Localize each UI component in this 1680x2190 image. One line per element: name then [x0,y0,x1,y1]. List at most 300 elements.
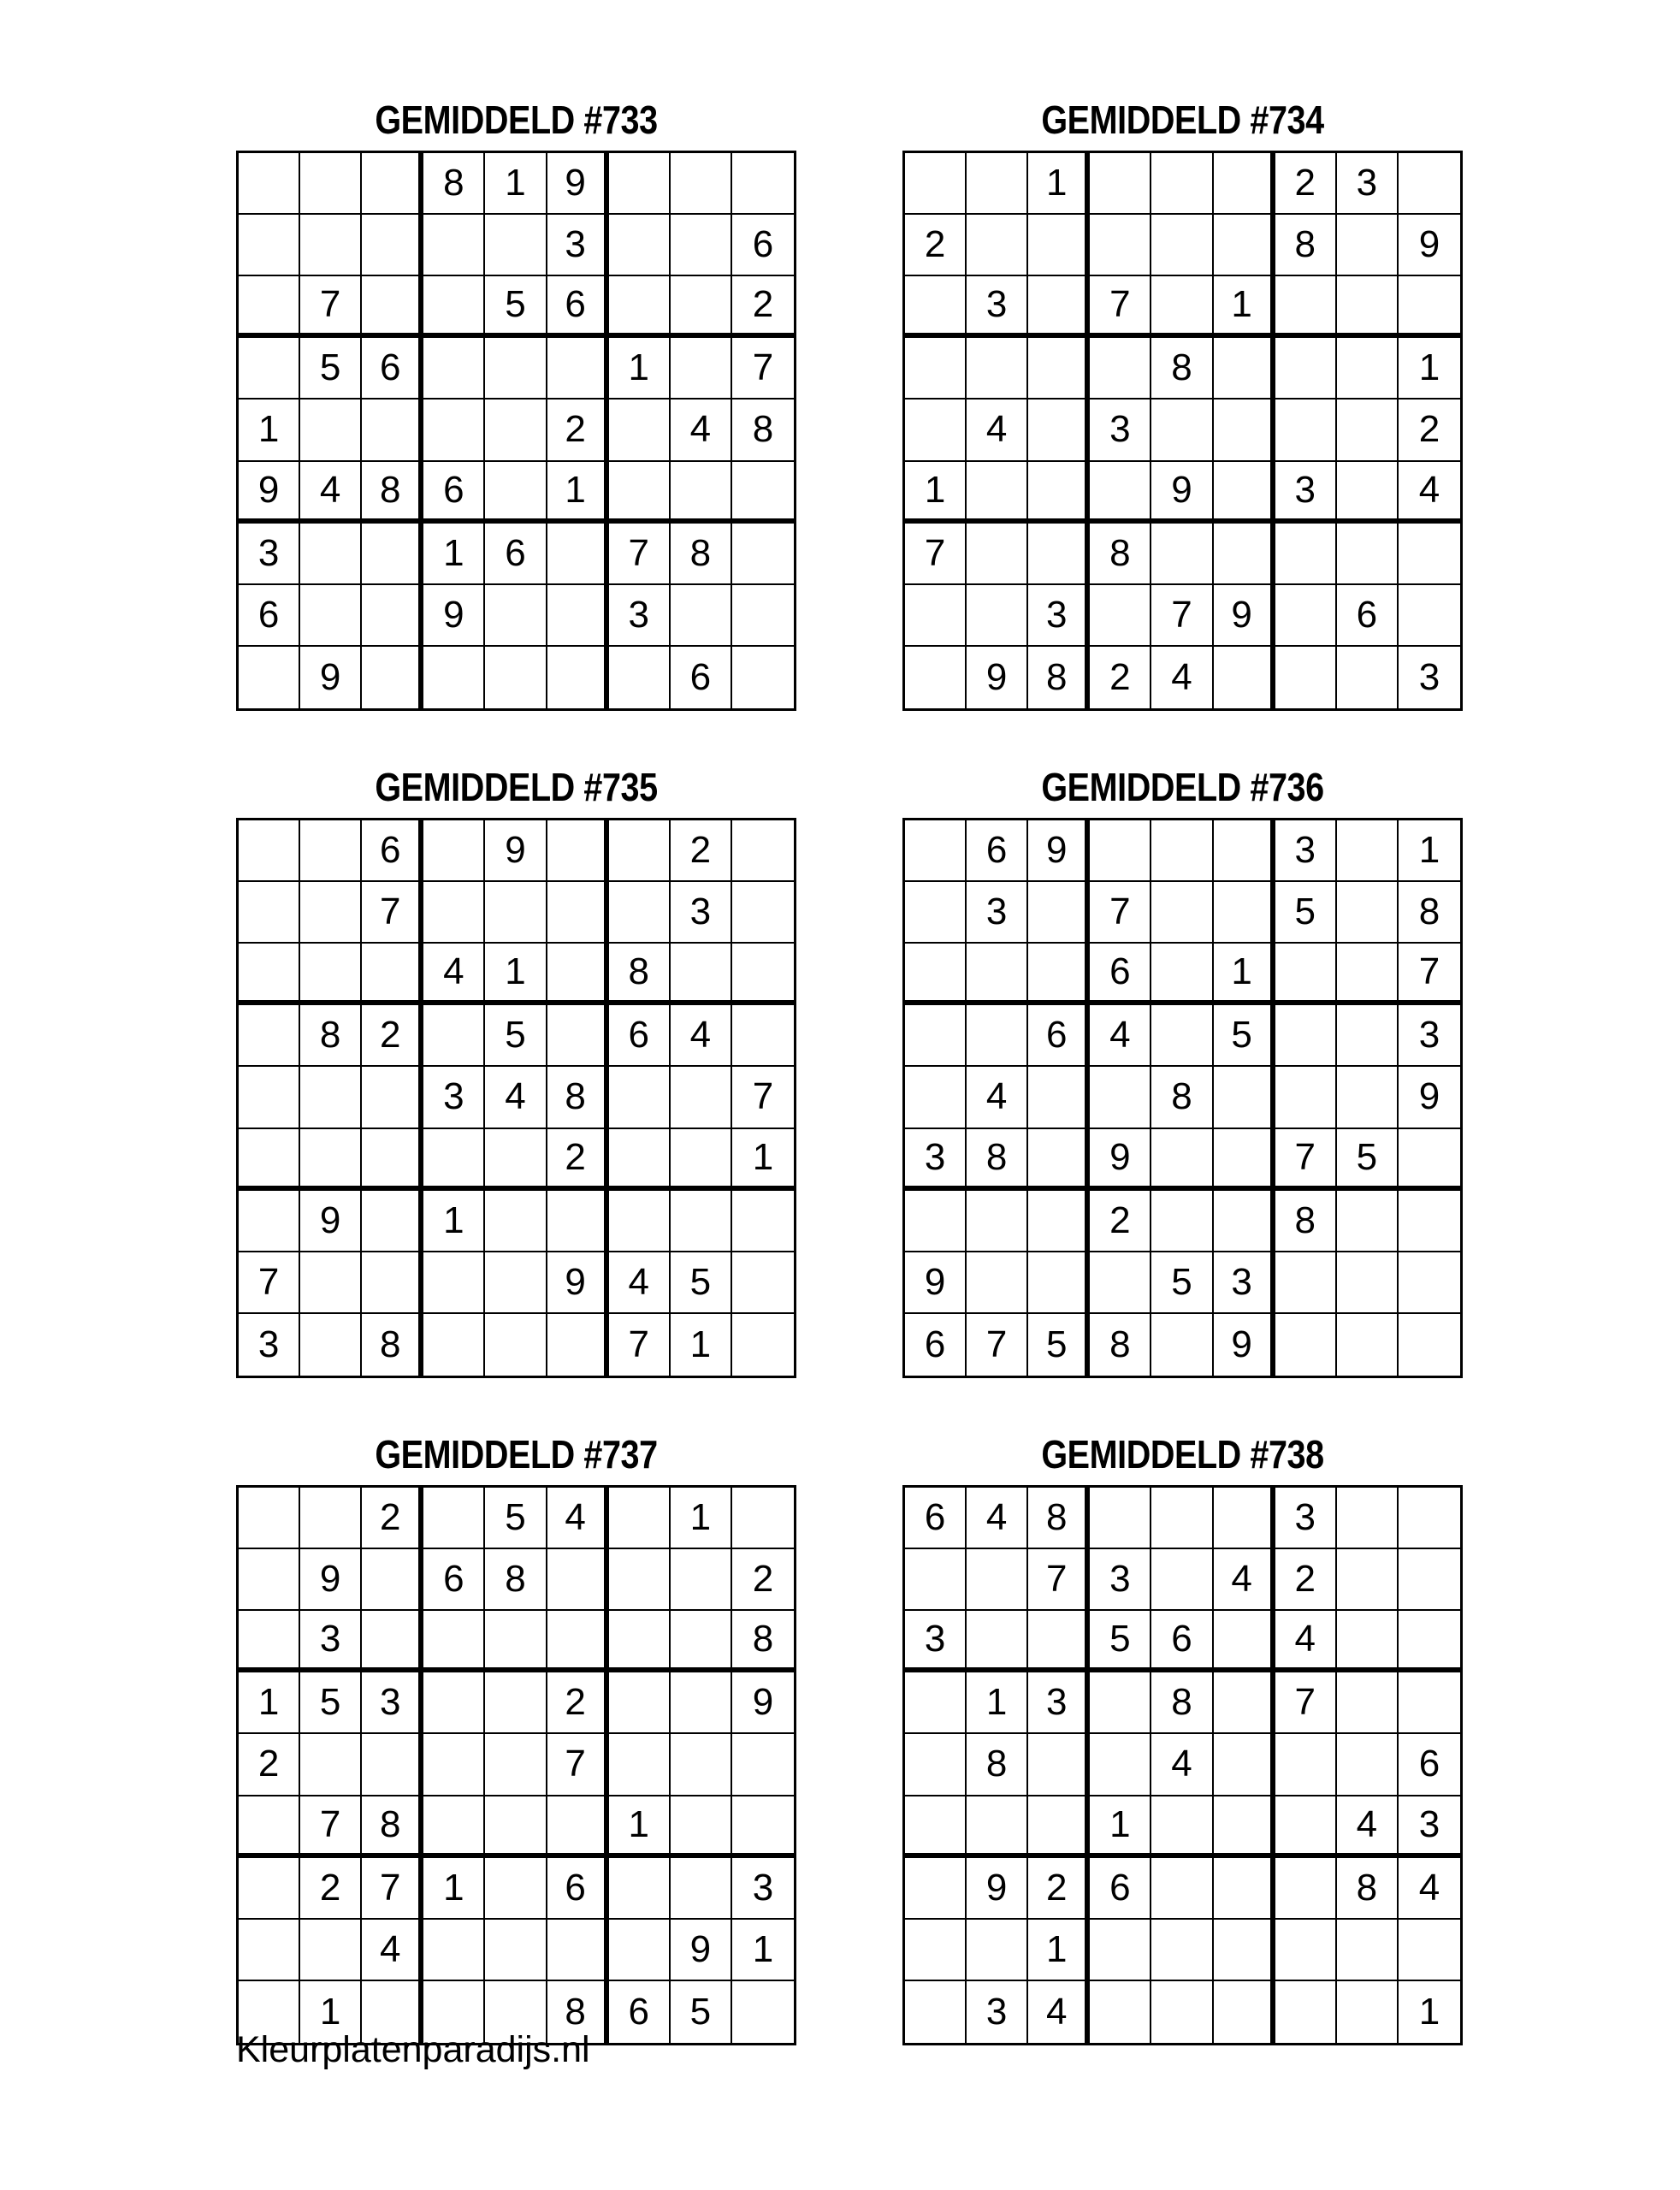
sudoku-cell [732,647,794,708]
sudoku-cell: 5 [1090,1611,1151,1672]
sudoku-cell: 7 [547,1734,609,1796]
sudoku-cell [1275,1067,1337,1128]
sudoku-cell [905,1920,967,1981]
sudoku-cell [485,1252,547,1314]
sudoku-cell [485,338,547,400]
sudoku-cell: 9 [547,1252,609,1314]
sudoku-cell [300,1734,362,1796]
sudoku-cell [1275,1796,1337,1858]
sudoku-cell: 8 [1028,647,1090,708]
sudoku-cell [485,647,547,708]
sudoku-cell [1275,1252,1337,1314]
sudoku-cell [1337,1191,1399,1252]
sudoku-cell [485,1191,547,1252]
sudoku-cell: 1 [1418,1990,1440,2033]
sudoku-cell: 8 [547,1067,609,1128]
sudoku-cell: 2 [732,276,794,338]
sudoku-cell [1214,153,1275,215]
sudoku-cell [732,1488,794,1549]
sudoku-cell [300,1252,362,1314]
sudoku-cell [1151,215,1213,276]
sudoku-cell [671,153,732,215]
sudoku-cell [1028,400,1090,461]
sudoku-cell [1399,1129,1460,1191]
sudoku-cell: 3 [239,524,300,585]
sudoku-cell [423,400,485,461]
sudoku-cell [239,647,300,708]
sudoku-cell: 1 [239,400,300,461]
sudoku-cell [1214,1067,1275,1128]
sudoku-cell: 4 [423,944,485,1005]
sudoku-cell: 7 [362,1858,423,1920]
sudoku-cell [239,1488,300,1549]
sudoku-cell [1028,462,1090,524]
sudoku-cell: 5 [1151,1252,1213,1314]
sudoku-cell [1275,1005,1337,1067]
sudoku-cell: 4 [1337,1796,1399,1858]
sudoku-cell [423,1796,485,1858]
sudoku-cell: 9 [300,1191,362,1252]
sudoku-cell: 2 [732,1549,794,1611]
sudoku-cell [609,1858,671,1920]
sudoku-cell [967,585,1028,647]
sudoku-cell [1214,1920,1275,1981]
sudoku-grid [236,151,796,711]
sudoku-cell: 2 [1090,1191,1151,1252]
sudoku-cell: 7 [362,882,423,944]
sudoku-cell: 1 [905,462,967,524]
sudoku-cell [905,153,967,215]
sudoku-cell [1399,1920,1460,1981]
sudoku-cell [1337,647,1399,708]
sudoku-cell: 9 [671,1920,732,1981]
sudoku-cell [609,153,671,215]
sudoku-cell [1214,647,1275,708]
sudoku-cell: 4 [1151,1734,1213,1796]
sudoku-cell: 3 [1418,655,1440,698]
sudoku-cell: 6 [609,1005,671,1067]
sudoku-cell [1028,1796,1090,1858]
sudoku-cell [362,400,423,461]
sudoku-cell [362,1067,423,1128]
sudoku-cell [423,1314,485,1376]
sudoku-cell: 3 [967,1981,1028,2043]
sudoku-cell [732,462,794,524]
sudoku-cell [1275,585,1337,647]
sudoku-cell: 5 [671,1981,732,2043]
sudoku-cell [905,1005,967,1067]
sudoku-grid [902,151,1463,711]
sudoku-cell [485,1920,547,1981]
sudoku-cell: 2 [1399,400,1460,461]
sudoku-cell: 4 [300,462,362,524]
sudoku-cell: 7 [1090,276,1151,338]
sudoku-cell [1151,944,1213,1005]
sudoku-cell [1151,1981,1213,2043]
sudoku-cell [1275,1734,1337,1796]
sudoku-cell [1090,1672,1151,1734]
sudoku-cell: 7 [905,524,967,585]
sudoku-cell: 2 [362,1488,423,1549]
sudoku-cell [239,1920,300,1981]
sudoku-cell [905,944,967,1005]
sudoku-cell [1151,1796,1213,1858]
sudoku-cell [423,882,485,944]
sudoku-cell: 6 [239,585,300,647]
sudoku-cell: 8 [671,524,732,585]
sudoku-cell: 6 [967,820,1028,882]
sudoku-cell [547,1611,609,1672]
puzzle-title: GEMIDDELD #734 [1041,98,1324,142]
sudoku-cell: 4 [1090,1005,1151,1067]
sudoku-cell: 4 [1399,1858,1460,1920]
sudoku-cell: 6 [547,1858,609,1920]
sudoku-cell [1028,944,1090,1005]
sudoku-cell: 8 [732,400,794,461]
sudoku-cell: 8 [967,1129,1028,1191]
sudoku-cell [967,153,1028,215]
sudoku-cell [1151,1549,1213,1611]
sudoku-cell: 2 [547,1672,609,1734]
sudoku-cell: 6 [423,1549,485,1611]
sudoku-cell [1151,1005,1213,1067]
sudoku-cell [1214,338,1275,400]
sudoku-cell: 8 [1275,1191,1337,1252]
sudoku-cell [671,215,732,276]
sudoku-grid [236,1485,796,2045]
sudoku-cell [609,1067,671,1128]
sudoku-cell [732,1191,794,1252]
sudoku-cell [239,215,300,276]
sudoku-cell: 4 [1214,1549,1275,1611]
sudoku-cell [300,153,362,215]
sudoku-cell [300,524,362,585]
sudoku-cell [671,462,732,524]
sudoku-cell [905,1549,967,1611]
sudoku-cell: 9 [732,1672,794,1734]
sudoku-cell [485,400,547,461]
sudoku-cell: 6 [1028,1005,1090,1067]
sudoku-cell: 6 [485,524,547,585]
sudoku-cell [547,1920,609,1981]
sudoku-cell: 3 [362,1672,423,1734]
sudoku-cell [1399,276,1460,338]
sudoku-cell: 8 [1028,1488,1090,1549]
sudoku-cell: 9 [967,647,1028,708]
sudoku-cell [1028,1129,1090,1191]
sudoku-cell [239,1858,300,1920]
sudoku-cell [1399,524,1460,585]
sudoku-cell [905,882,967,944]
sudoku-cell [1275,1920,1337,1981]
sudoku-cell [362,1191,423,1252]
sudoku-cell [423,338,485,400]
sudoku-cell [300,1920,362,1981]
sudoku-cell [905,1672,967,1734]
sudoku-cell [1337,820,1399,882]
sudoku-cell: 9 [300,1549,362,1611]
sudoku-cell [1090,1920,1151,1981]
sudoku-cell [1337,1549,1399,1611]
sudoku-cell: 9 [423,585,485,647]
sudoku-cell [967,1191,1028,1252]
sudoku-cell [1214,820,1275,882]
sudoku-cell [1028,338,1090,400]
sudoku-cell [547,1314,609,1376]
sudoku-cell [609,1734,671,1796]
sudoku-cell: 5 [485,1488,547,1549]
sudoku-cell: 3 [1090,400,1151,461]
sudoku-cell: 8 [1399,882,1460,944]
sudoku-cell: 4 [671,1005,732,1067]
sudoku-cell [547,1796,609,1858]
sudoku-cell: 9 [967,1858,1028,1920]
sudoku-cell [547,1191,609,1252]
sudoku-cell [1214,1981,1275,2043]
sudoku-cell: 3 [1399,1005,1460,1067]
sudoku-cell: 1 [671,1314,732,1376]
sudoku-cell [547,1549,609,1611]
sudoku-cell [485,462,547,524]
sudoku-cell [967,338,1028,400]
sudoku-cell [905,1858,967,1920]
sudoku-cell [1337,1005,1399,1067]
puzzle-title: GEMIDDELD #738 [1041,1432,1324,1477]
sudoku-cell: 2 [1028,1858,1090,1920]
sudoku-cell: 1 [1090,1796,1151,1858]
sudoku-cell: 7 [732,338,794,400]
sudoku-cell [362,1611,423,1672]
sudoku-cell: 1 [732,1129,794,1191]
sudoku-cell [300,400,362,461]
sudoku-cell: 7 [609,524,671,585]
sudoku-cell [1337,338,1399,400]
sudoku-cell [732,1252,794,1314]
sudoku-cell: 8 [485,1549,547,1611]
sudoku-cell [905,585,967,647]
sudoku-cell [485,585,547,647]
sudoku-cell [905,1981,967,2043]
puzzle-title: GEMIDDELD #736 [1041,765,1324,809]
sudoku-cell: 2 [1275,153,1337,215]
sudoku-cell [732,820,794,882]
sudoku-cell [1337,524,1399,585]
sudoku-cell [609,1549,671,1611]
sudoku-cell [1028,1252,1090,1314]
sudoku-cell: 9 [547,153,609,215]
sudoku-cell [905,1191,967,1252]
sudoku-cell: 1 [1214,944,1275,1005]
sudoku-cell [547,882,609,944]
sudoku-cell [1275,276,1337,338]
sudoku-cell [300,944,362,1005]
sudoku-cell [1090,1734,1151,1796]
sudoku-cell [671,1796,732,1858]
sudoku-cell [1275,1981,1337,2043]
sudoku-cell: 5 [300,338,362,400]
sudoku-cell [732,882,794,944]
sudoku-cell [1090,338,1151,400]
sudoku-cell [300,215,362,276]
sudoku-cell: 7 [1399,944,1460,1005]
sudoku-cell [485,1734,547,1796]
sudoku-cell [732,585,794,647]
sudoku-cell: 6 [905,1488,967,1549]
sudoku-cell: 3 [239,1314,300,1376]
sudoku-cell [423,1252,485,1314]
sudoku-cell: 7 [609,1314,671,1376]
sudoku-cell [300,1129,362,1191]
sudoku-cell [1028,215,1090,276]
puzzle-title: GEMIDDELD #737 [375,1432,658,1477]
sudoku-cell: 6 [905,1314,967,1376]
sudoku-cell: 1 [1028,153,1090,215]
sudoku-cell [1337,1734,1399,1796]
sudoku-cell [905,1796,967,1858]
sudoku-cell: 1 [1028,1920,1090,1981]
sudoku-cell: 3 [1337,153,1399,215]
sudoku-cell: 8 [300,1005,362,1067]
sudoku-cell [1337,276,1399,338]
sudoku-cell [1337,1067,1399,1128]
sudoku-cell: 8 [1151,1672,1213,1734]
sudoku-cell: 3 [300,1611,362,1672]
sudoku-cell [1214,524,1275,585]
sudoku-cell [1151,400,1213,461]
sudoku-cell [239,338,300,400]
site-footer-text: Kleurplatenparadijs.nl [236,2029,590,2070]
sudoku-cell [1028,524,1090,585]
sudoku-cell: 1 [239,1672,300,1734]
sudoku-cell: 9 [1090,1129,1151,1191]
sudoku-cell [239,882,300,944]
sudoku-cell: 2 [1275,1549,1337,1611]
sudoku-cell [671,1191,732,1252]
sudoku-cell [362,1734,423,1796]
sudoku-cell [362,647,423,708]
sudoku-cell [967,1796,1028,1858]
sudoku-cell: 9 [1151,462,1213,524]
sudoku-cell: 6 [362,338,423,400]
sudoku-cell: 6 [362,820,423,882]
sudoku-cell [1337,1488,1399,1549]
sudoku-cell: 1 [300,1981,362,2043]
sudoku-cell [1151,1129,1213,1191]
sudoku-cell [547,524,609,585]
sudoku-cell: 2 [239,1734,300,1796]
sudoku-cell [1337,400,1399,461]
sudoku-cell: 3 [967,882,1028,944]
sudoku-cell [967,462,1028,524]
sudoku-cell [485,882,547,944]
sudoku-cell [1151,1314,1213,1376]
sudoku-cell: 7 [732,1067,794,1128]
sudoku-cell: 3 [905,1611,967,1672]
sudoku-cell [732,944,794,1005]
sudoku-cell: 1 [1399,338,1460,400]
sudoku-cell: 1 [423,1858,485,1920]
sudoku-cell [423,1005,485,1067]
sudoku-cell [547,647,609,708]
sudoku-cell: 4 [967,1067,1028,1128]
sudoku-cell [423,215,485,276]
sudoku-cell [1214,1858,1275,1920]
sudoku-cell [362,215,423,276]
sudoku-cell [671,1067,732,1128]
sudoku-cell: 4 [1028,1981,1090,2043]
sudoku-cell [1090,153,1151,215]
sudoku-cell [1028,1067,1090,1128]
sudoku-cell [1028,882,1090,944]
sudoku-cell: 5 [485,276,547,338]
sudoku-cell [239,1067,300,1128]
sudoku-cell [609,1611,671,1672]
sudoku-grid [902,818,1463,1378]
sudoku-cell [1151,882,1213,944]
sudoku-cell [732,1314,794,1376]
sudoku-cell [905,400,967,461]
sudoku-cell: 1 [485,153,547,215]
sudoku-cell [1151,276,1213,338]
sudoku-cell [609,276,671,338]
sudoku-cell: 4 [967,1488,1028,1549]
sudoku-cell [967,1920,1028,1981]
sudoku-cell [1337,1672,1399,1734]
sudoku-cell [485,1611,547,1672]
sudoku-cell [609,400,671,461]
sudoku-cell: 5 [1275,882,1337,944]
sudoku-cell [1399,1252,1460,1314]
sudoku-grid [236,818,796,1378]
sudoku-cell [362,1549,423,1611]
sudoku-cell [300,585,362,647]
sudoku-cell [239,1191,300,1252]
sudoku-cell: 7 [300,276,362,338]
sudoku-cell [239,1005,300,1067]
sudoku-cell: 8 [1337,1858,1399,1920]
sudoku-cell [1214,462,1275,524]
sudoku-cell: 8 [1090,1314,1151,1376]
sudoku-cell: 8 [1090,524,1151,585]
sudoku-cell [239,1611,300,1672]
sudoku-cell: 3 [547,215,609,276]
sudoku-cell: 3 [1275,1488,1337,1549]
sudoku-cell [1275,524,1337,585]
sudoku-cell [671,1129,732,1191]
sudoku-cell: 5 [1028,1314,1090,1376]
sudoku-cell [1151,1920,1213,1981]
sudoku-cell [300,820,362,882]
sudoku-cell: 3 [1090,1549,1151,1611]
sudoku-cell [1275,400,1337,461]
sudoku-cell [1214,1672,1275,1734]
sudoku-cell [905,1067,967,1128]
sudoku-cell: 6 [1337,585,1399,647]
sudoku-cell: 5 [485,1005,547,1067]
sudoku-cell [1214,1796,1275,1858]
sudoku-cell [1337,882,1399,944]
sudoku-cell [1028,276,1090,338]
sudoku-cell: 2 [300,1858,362,1920]
sudoku-cell [485,1858,547,1920]
sudoku-cell: 1 [671,1488,732,1549]
sudoku-cell [1399,585,1460,647]
sudoku-cell [423,1611,485,1672]
sudoku-cell [609,1920,671,1981]
sudoku-cell [732,153,794,215]
sudoku-cell [1151,153,1213,215]
sudoku-cell [362,524,423,585]
